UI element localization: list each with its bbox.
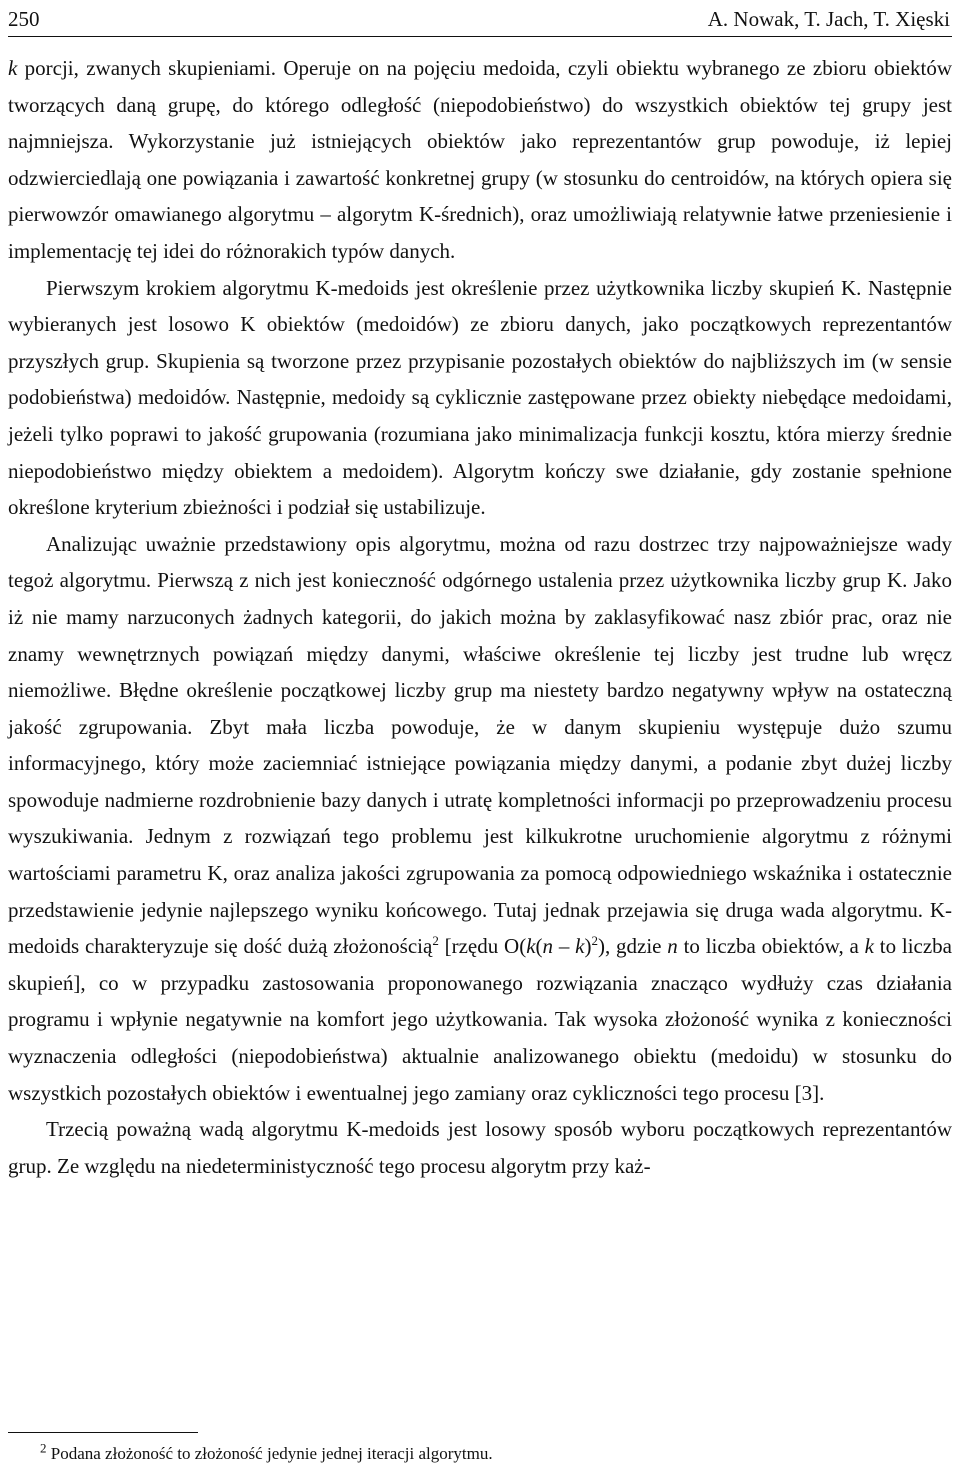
text-run: porcji, zwanych skupieniami. Operuje on na pojęciu medoida, czyli obiektu wybranego ze zbioru obiektów tworzących daną grupę, do którego odległość (niepodobieństwo) do wszystkich obiektów tej grupy jest najmniejsza. Wykorzystanie już istniejących obiektów jako reprezentantów grup powoduje, iż lepiej odzwierciedlają one powiązania i zawartość konkretnej grupy (w stosunku do centroidów, na których opiera się pierwowzór omawianego algorytmu – algorytm K-średnich), oraz umożliwiają relatywnie łatwe przeniesienie i implementację tej idei do różnorakich typów danych. [8, 56, 952, 263]
text-run: Pierwszym krokiem algorytmu K-medoids jest określenie przez użytkownika liczby skupień K. Następnie wybieranych jest losowo K obiektów (medoidów) ze zbioru danych, jako początkowych reprezentantów przyszłych grup. Skupienia są tworzone przez przypisanie pozostałych obiektów do najbliższych im (w sensie podobieństwa) medoidów. Następnie, medoidy są cyklicznie zastępowane przez obiekty niebędące medoidami, jeżeli tylko poprawi to jakość grupowania (rozumiana jako minimalizacja funkcji kosztu, która mierzy średnie niepodobieństwo między obiektem a medoidem). Algorytm kończy swe działanie, gdy zostanie spełnione określone kryterium zbieżności i podział się ustabilizuje. [8, 275, 952, 520]
text-run: ( [535, 934, 543, 959]
math-variable: k [575, 934, 585, 959]
running-header [8, 4, 950, 34]
footnote-mark: 2 [40, 1440, 47, 1456]
paragraph [8, 50, 952, 270]
text-run: to liczba skupień], co w przypadku zastosowania proponowanego rozwiązania znacząco wydłuży czas działania programu i wpłynie negatywnie na komfort jego użytkowania. Tak wysoka złożoność wynika z konieczności wyznaczenia odległości (niepodobieństwa) aktualnie analizowanego obiektu (medoidu) w stosunku do wszystkich pozostałych obiektów i ewentualnej jego zamiany oraz cykliczności tego procesu [3]. [8, 934, 952, 1105]
header-rule [8, 36, 952, 37]
footnote-rule [8, 1432, 198, 1433]
text-run: ) [584, 934, 592, 959]
footnote [40, 1442, 493, 1466]
paragraph [8, 526, 952, 1112]
paragraph [8, 270, 952, 526]
math-variable: n [667, 934, 678, 959]
header-authors: A. Nowak, T. Jach, T. Xięski [707, 7, 950, 31]
math-variable: n [542, 934, 554, 959]
text-run: Analizując uważnie przedstawiony opis algorytmu, można od razu dostrzec trzy najpoważniejsze wady tegoż algorytmu. Pierwszą z nich jest konieczność odgórnego ustalenia przez użytkownika liczby grup K. Jako iż nie mamy narzuconych żadnych kategorii, do jakich można by zaklasyfikować nasz zbiór prac, oraz nie znamy wewnętrznych powiązań między danymi, właściwe określenie tej liczby jest trudne lub wręcz niemożliwe. Błędne określenie początkowej liczby grup ma niestety bardzo negatywny wpływ na ostateczną jakość zgrupowania. Zbyt mała liczba powoduje, że w danym skupieniu występuje dużo szumu informacyjnego, który może zaciemniać istniejące powiązania między danymi, a podanie zbyt dużej liczby spowoduje nadmierne rozdrobnienie bazy danych i utratę kompletności informacji po przeprowadzeniu procesu wyszukiwania. Jednym z rozwiązań tego problemu jest kilkukrotne uruchomienie algorytmu z różnymi wartościami parametru K, oraz analiza jakości zgrupowania za pomocą odpowiedniego wskaźnika i ostatecznie przedstawienie jedynie najlepszego wyniku końcowego. Tutaj jednak przejawia się druga wada algorytmu. K-medoids charakteryzuje się dość dużą złożonością [8, 531, 952, 959]
text-run: – [553, 934, 576, 959]
footnote-ref: 2 [432, 933, 439, 949]
paragraph [8, 1111, 952, 1184]
footnote-ref: 2 [591, 933, 598, 949]
text-run: ), gdzie [597, 934, 668, 959]
text-run: Trzecią poważną wadą algorytmu K-medoids jest losowy sposób wyboru początkowych reprezentantów grup. Ze względu na niedeterministyczność tego procesu algorytm przy każ- [8, 1117, 952, 1178]
math-variable: k [8, 56, 18, 80]
page-number: 250 [8, 7, 40, 31]
text-run: [rzędu O( [438, 934, 527, 959]
text-run: to liczba obiektów, a [677, 934, 865, 959]
math-variable: k [864, 934, 874, 959]
footnote-text: Podana złożoność to złożoność jedynie jednej iteracji algorytmu. [50, 1444, 493, 1463]
math-variable: k [526, 934, 536, 959]
body-text [8, 50, 952, 1184]
